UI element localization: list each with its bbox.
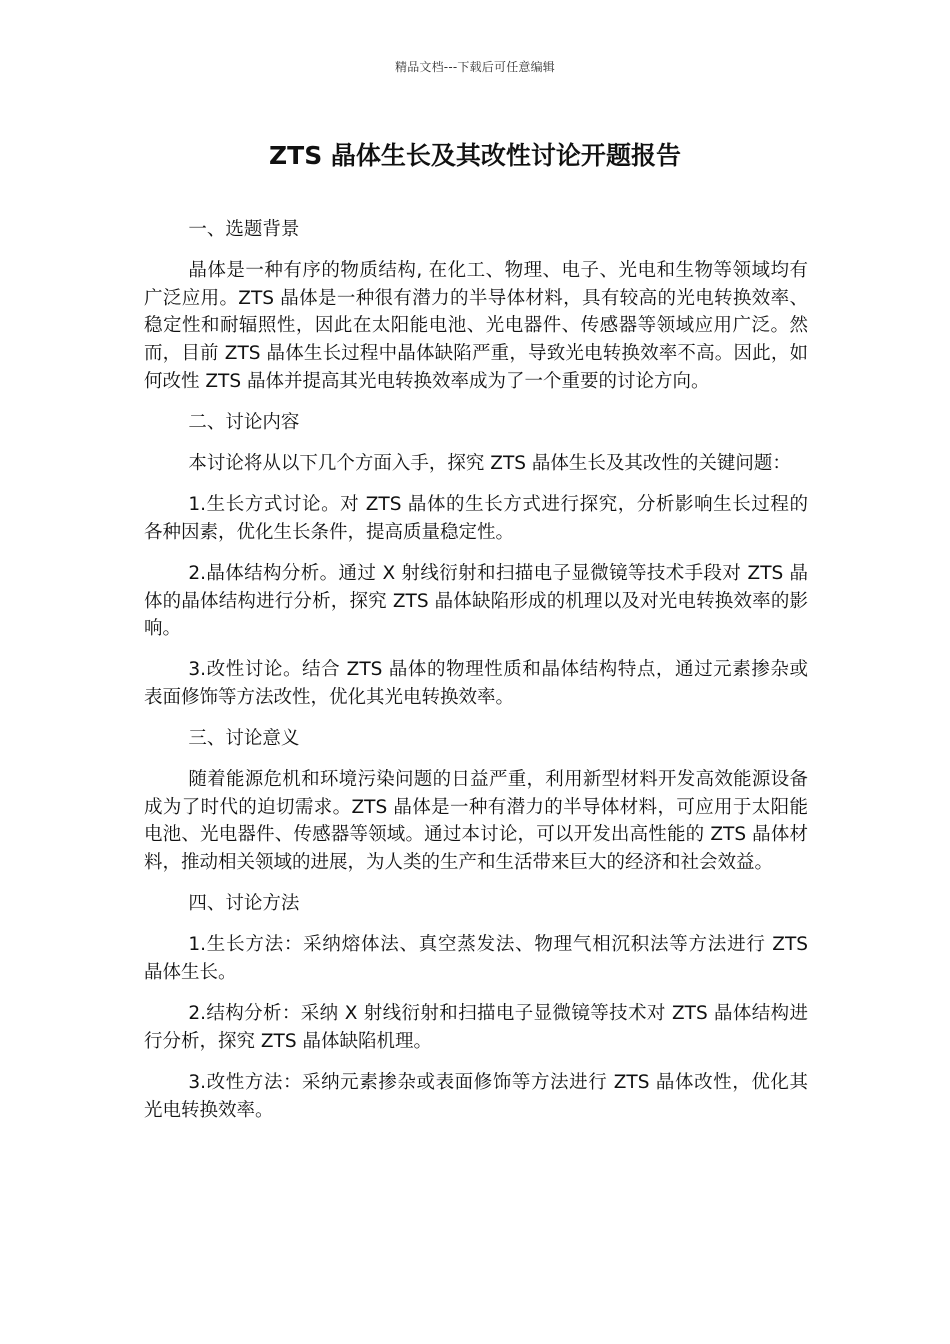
document-title: ZTS 晶体生长及其改性讨论开题报告 xyxy=(269,141,681,170)
paragraph-methods-item-2: 2.结构分析：采纳 X 射线衍射和扫描电子显微镜等技术对 ZTS 晶体结构进行分析，探究 ZTS 晶体缺陷机理。 xyxy=(144,1003,808,1052)
paragraph-methods-item-1: 1.生长方法：采纳熔体法、真空蒸发法、物理气相沉积法等方法进行 ZTS 晶体生长。 xyxy=(144,934,808,983)
section-heading-background: 一、选题背景 xyxy=(188,219,300,240)
paragraph-significance: 随着能源危机和环境污染问题的日益严重，利用新型材料开发高效能源设备成为了时代的迫切需求。ZTS 晶体是一种有潜力的半导体材料，可应用于太阳能电池、光电器件、传感器等领域。通过本讨论，可以开发出高性能的 ZTS 晶体材料，推动相关领域的进展，为人类的生产和生活带来巨大的经济和社会效益。 xyxy=(144,769,808,874)
paragraph-content-item-1: 1.生长方式讨论。对 ZTS 晶体的生长方式进行探究，分析影响生长过程的各种因素，优化生长条件，提高质量稳定性。 xyxy=(144,494,808,543)
paragraph-content-item-2: 2.晶体结构分析。通过 X 射线衍射和扫描电子显微镜等技术手段对 ZTS 晶体的晶体结构进行分析，探究 ZTS 晶体缺陷形成的机理以及对光电转换效率的影响。 xyxy=(144,562,808,640)
section-heading-content: 二、讨论内容 xyxy=(188,411,300,433)
paragraph-background: 晶体是一种有序的物质结构, 在化工、物理、电子、光电和生物等领域均有广泛应用。ZTS 晶体是一种很有潜力的半导体材料，具有较高的光电转换效率、稳定性和耐辐照性，因此在太阳能电池、光电器件、传感器等领域应用广泛。然而，目前 ZTS 晶体生长过程中晶体缺陷严重，导致光电转换效率不高。因此，如何改性 ZTS 晶体并提高其光电转换效率成为了一个重要的讨论方向。 xyxy=(144,260,808,392)
page-header-note: 精品文档---下载后可任意编辑 xyxy=(395,60,555,74)
paragraph-methods-item-3: 3.改性方法：采纳元素掺杂或表面修饰等方法进行 ZTS 晶体改性，优化其光电转换效率。 xyxy=(144,1071,808,1121)
paragraph-content-item-3: 3.改性讨论。结合 ZTS 晶体的物理性质和晶体结构特点，通过元素掺杂或表面修饰等方法改性，优化其光电转换效率。 xyxy=(144,659,808,708)
section-heading-methods: 四、讨论方法 xyxy=(188,893,300,915)
section-heading-significance: 三、讨论意义 xyxy=(188,728,300,750)
paragraph-content-intro: 本讨论将从以下几个方面入手，探究 ZTS 晶体生长及其改性的关键问题： xyxy=(188,452,791,474)
document-body xyxy=(144,216,808,1138)
